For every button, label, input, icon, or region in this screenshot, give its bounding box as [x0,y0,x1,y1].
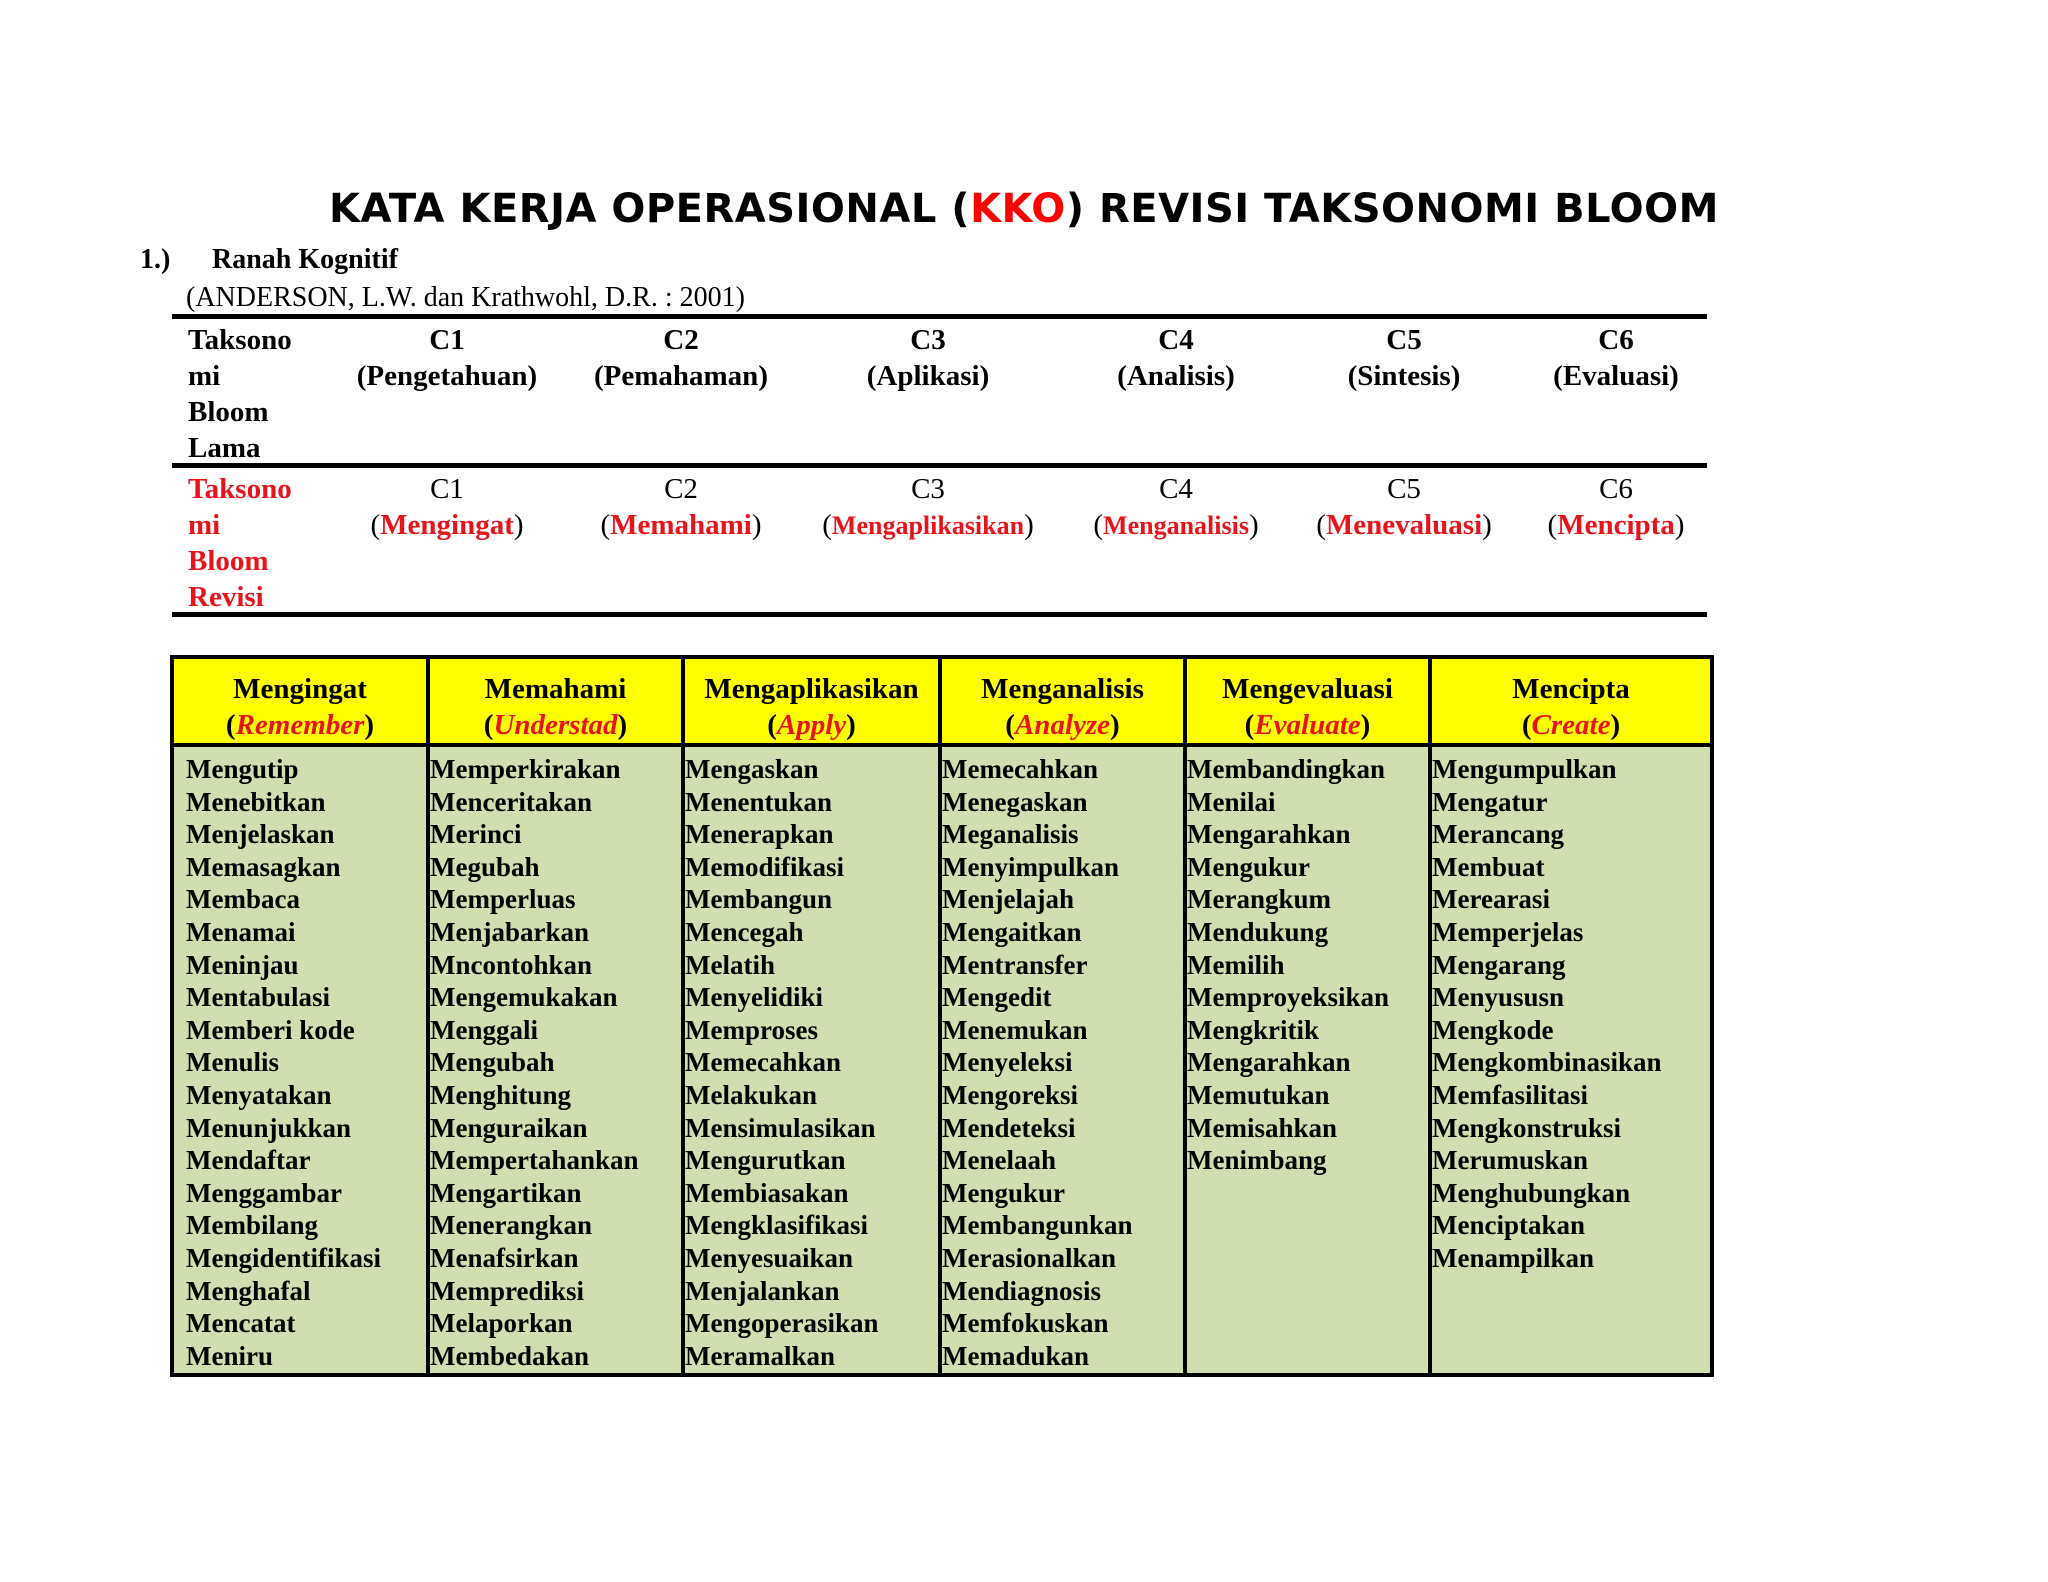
verb-item: Menjelaskan [186,819,335,850]
old-taxonomy-label: Taksono mi Bloom Lama [188,324,292,464]
verb-item: Menunjukkan [186,1112,352,1143]
verb-item: Menyelidiki [685,982,824,1013]
verb-item: Mengubah [430,1047,555,1078]
verb-item: Mengoreksi [942,1079,1078,1110]
old-c4-cell: C4 (Analisis) [1117,324,1235,392]
verb-item: Merangkum [1187,884,1331,915]
page-title: KATA KERJA OPERASIONAL (KKO) REVISI TAKSONOMI BLOOM [329,186,1719,232]
verb-item: Memproyeksikan [1187,982,1390,1013]
verb-item: Mengidentifikasi [186,1242,382,1273]
verb-list [685,747,938,1373]
column-header: Mencipta (Create) [1432,659,1710,747]
verb-item: Mencatat [186,1308,296,1339]
verb-item: Melatih [685,949,775,980]
verb-item: Merumuskan [1432,1145,1589,1176]
verb-item: Menebitkan [186,786,326,817]
verb-item: Menentukan [685,786,833,817]
verb-item: Memperkirakan [430,754,621,784]
verb-item: Menceritakan [430,786,592,817]
verb-item: Menyimpulkan [942,851,1120,882]
verb-item: Menggali [430,1014,538,1045]
verb-item: Mengkode [1432,1014,1554,1045]
verb-item: Merearasi [1432,884,1550,915]
verb-item: Melaporkan [430,1308,573,1339]
table-rule-top [172,314,1707,319]
column-memahami [430,659,685,1373]
verb-item: Menjelajah [942,884,1074,915]
revised-c2-cell: C2 (Memahami) [600,473,762,541]
verb-item: Memproses [685,1014,818,1045]
verb-item: Mncontohkan [430,949,593,980]
verb-item: Meramalkan [685,1340,835,1371]
verb-item: Mengukur [942,1177,1066,1208]
column-header: Mengingat (Remember) [174,659,426,747]
verb-item: Mengklasifikasi [685,1210,869,1241]
revised-c6-cell: C6 (Mencipta) [1547,473,1685,541]
verb-item: Memperjelas [1432,916,1584,947]
verb-item: Menguraikan [430,1112,588,1143]
verb-item: Menerangkan [430,1210,592,1241]
verb-item: Menyatakan [186,1079,332,1110]
kko-verb-table [170,655,1714,1377]
verb-item: Mensimulasikan [685,1112,876,1143]
verb-item: Meniru [186,1340,273,1371]
verb-item: Memutukan [1187,1079,1330,1110]
verb-item: Memilih [1187,949,1285,980]
verb-item: Menghubungkan [1432,1177,1631,1208]
verb-item: Mentabulasi [186,982,331,1013]
verb-item: Megubah [430,851,540,882]
verb-item: Mengkonstruksi [1432,1112,1622,1143]
verb-item: Menimbang [1187,1145,1327,1176]
verb-item: Menemukan [942,1014,1088,1045]
verb-item: Memberi kode [186,1014,355,1045]
verb-item: Menjabarkan [430,916,590,947]
verb-item: Menerapkan [685,819,834,850]
verb-item: Menamai [186,916,296,947]
column-mengingat [174,659,430,1373]
verb-item: Membiasakan [685,1177,849,1208]
verb-item: Meganalisis [942,819,1079,850]
verb-item: Memadukan [942,1340,1090,1371]
verb-item: Menilai [1187,786,1276,817]
verb-item: Memecahkan [942,754,1098,784]
verb-item: Menafsirkan [430,1242,579,1273]
verb-item: Menghafal [186,1275,311,1306]
verb-item: Mengemukakan [430,982,618,1013]
verb-item: Mendaftar [186,1145,311,1176]
revised-c3-cell: C3 (Mengaplikasikan) [822,473,1034,541]
verb-item: Membangun [685,884,833,915]
verb-item: Menelaah [942,1145,1056,1176]
verb-item: Melakukan [685,1079,818,1110]
verb-item: Mengutip [186,754,299,784]
verb-item: Menyeleksi [942,1047,1073,1078]
old-c5-cell: C5 (Sintesis) [1347,324,1461,392]
table-rule-middle [172,463,1707,468]
revised-c5-cell: C5 (Menevaluasi) [1316,473,1492,541]
verb-item: Mengurutkan [685,1145,846,1176]
verb-item: Merancang [1432,819,1564,850]
verb-item: Menggambar [186,1177,342,1208]
verb-list [1187,747,1428,1373]
verb-item: Membuat [1432,851,1545,882]
verb-item: Mendiagnosis [942,1275,1102,1306]
verb-item: Menghitung [430,1079,572,1110]
table-rule-bottom [172,612,1707,617]
old-c1-cell: C1 (Pengetahuan) [356,324,538,392]
verb-item: Mengumpulkan [1432,754,1617,784]
verb-item: Memfasilitasi [1432,1079,1588,1110]
column-header: Mengevaluasi (Evaluate) [1187,659,1428,747]
column-mengaplikasikan [685,659,942,1373]
verb-item: Mendukung [1187,916,1329,947]
verb-item: Memisahkan [1187,1112,1338,1143]
verb-list [1432,747,1710,1373]
verb-item: Mengaitkan [942,916,1082,947]
verb-item: Mengarang [1432,949,1566,980]
old-c3-cell: C3 (Aplikasi) [866,324,990,392]
verb-list [942,747,1183,1373]
old-c2-cell: C2 (Pemahaman) [594,324,768,392]
verb-item: Menulis [186,1047,280,1078]
verb-item: Memprediksi [430,1275,584,1306]
verb-item: Membaca [186,884,300,915]
column-header: Memahami (Understad) [430,659,681,747]
verb-item: Menyesuaikan [685,1242,854,1273]
column-mengevaluasi [1187,659,1432,1373]
verb-item: Memfokuskan [942,1308,1109,1339]
verb-item: Mengukur [1187,851,1311,882]
verb-item: Meninjau [186,949,299,980]
verb-item: Memodifikasi [685,851,844,882]
column-header: Menganalisis (Analyze) [942,659,1183,747]
section-heading [140,244,398,276]
revised-c1-cell: C1 (Mengingat) [370,473,524,541]
verb-item: Mendeteksi [942,1112,1076,1143]
verb-item: Mengarahkan [1187,819,1351,850]
source-citation: (ANDERSON, L.W. dan Krathwohl, D.R. : 2001) [186,282,745,313]
verb-item: Mengaskan [685,754,819,784]
verb-item: Mencegah [685,916,804,947]
verb-item: Membandingkan [1187,754,1386,784]
verb-item: Merinci [430,819,522,850]
section-number: 1.) [140,244,171,275]
old-c6-cell: C6 (Evaluasi) [1553,324,1679,392]
verb-item: Mengarahkan [1187,1047,1351,1078]
revised-c4-cell: C4 (Menganalisis) [1093,473,1259,541]
verb-item: Memecahkan [685,1047,841,1078]
verb-item: Mengkritik [1187,1014,1319,1045]
column-mencipta [1432,659,1710,1373]
verb-item: Menegaskan [942,786,1088,817]
verb-item: Mengatur [1432,786,1548,817]
verb-list [430,747,681,1373]
verb-item: Mentransfer [942,949,1088,980]
verb-item: Merasionalkan [942,1242,1117,1273]
verb-list [174,747,426,1373]
verb-item: Memasagkan [186,851,341,882]
verb-item: Mengoperasikan [685,1308,879,1339]
column-menganalisis [942,659,1187,1373]
verb-item: Memperluas [430,884,576,915]
verb-item: Menyususn [1432,982,1565,1013]
verb-item: Menciptakan [1432,1210,1586,1241]
verb-item: Membangunkan [942,1210,1133,1241]
verb-item: Mengedit [942,982,1052,1013]
verb-item: Mengkombinasikan [1432,1047,1662,1078]
revised-taxonomy-label: Taksono mi Bloom Revisi [188,473,292,613]
verb-item: Mengartikan [430,1177,582,1208]
verb-item: Mempertahankan [430,1145,639,1176]
title-highlight: KKO [970,186,1066,232]
column-header: Mengaplikasikan (Apply) [685,659,938,747]
verb-item: Membedakan [430,1340,590,1371]
verb-item: Menjalankan [685,1275,840,1306]
section-label: Ranah Kognitif [212,244,398,275]
verb-item: Membilang [186,1210,318,1241]
verb-item: Menampilkan [1432,1242,1595,1273]
